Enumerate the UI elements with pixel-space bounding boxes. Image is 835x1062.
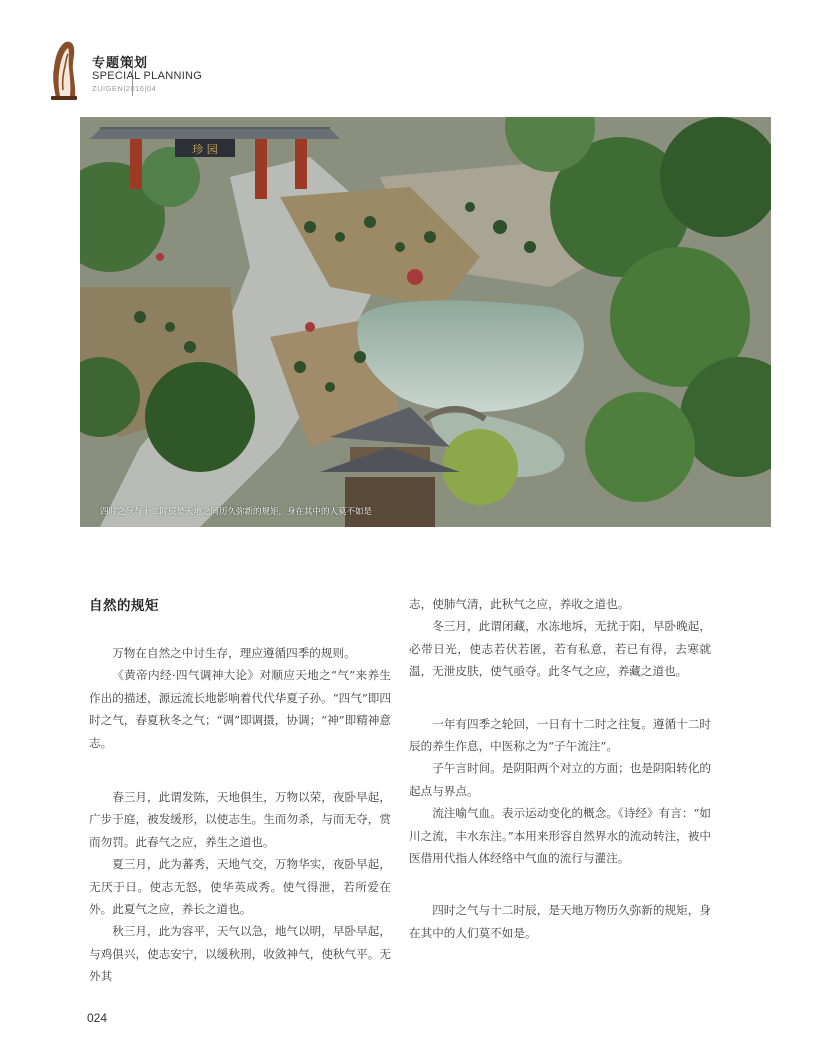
- garden-illustration: [80, 117, 771, 527]
- section-title-en: SPECIAL PLANNING: [92, 70, 203, 82]
- issue-code: ZUIGEN|2016|04: [92, 84, 157, 93]
- article-paragraph: 冬三月，此谓闭藏，水冻地坼，无扰于阳，早卧晚起，必带日光，使志若伏若匿，若有私意，若已有得，去寒就温，无泄皮肤，使气亟夺。此冬气之应，养藏之道也。: [409, 619, 711, 679]
- gate-plaque: 珍 园: [192, 143, 218, 156]
- page-number: 024: [87, 1011, 108, 1025]
- bonsai-garden-photo: [80, 117, 771, 527]
- section-title-cn: 专题策划: [92, 56, 149, 71]
- article-paragraph: 秋三月，此为容平，天气以急，地气以明，早卧早起，与鸡俱兴，使志安宁，以缓秋刑，收敛神气，使秋气平。无外其: [89, 924, 391, 984]
- article-paragraph: 流注喻气血。表示运动变化的概念。《诗经》有言：“如川之流，丰水东注。”本用来形容自然界水的流动转注，被中医借用代指人体经络中气血的流行与灌注。: [409, 806, 711, 866]
- photo-caption: 四时之气与十二时辰是天地之间历久弥新的规矩，身在其中的人莫不如是: [100, 507, 373, 517]
- article-paragraph: 一年有四季之轮回，一日有十二时之往复。遵循十二时辰的养生作息，中医称之为“子午流注”。: [409, 716, 711, 754]
- article-paragraph: 夏三月，此为蕃秀，天地气交，万物华实，夜卧早起，无厌于日。使志无怒，使华英成秀。使气得泄，若所爱在外。此夏气之应，养长之道也。: [89, 857, 391, 917]
- page-header: [48, 40, 348, 102]
- root-sculpture-logo-icon: [48, 40, 80, 100]
- article-paragraph: 四时之气与十二时辰，是天地万物历久弥新的规矩，身在其中的人们莫不如是。: [409, 903, 711, 940]
- article-paragraph: 春三月，此谓发陈，天地俱生，万物以荣，夜卧早起，广步于庭，被发缓形，以使志生。生而勿杀，与而无夺，赏而勿罚。此春气之应，养生之道也。: [89, 790, 391, 849]
- article-paragraph: 志，使肺气清，此秋气之应，养收之道也。: [409, 597, 630, 611]
- article-right-column: [409, 593, 711, 944]
- article-paragraph: 子午言时间。是阴阳两个对立的方面；也是阴阳转化的起点与界点。: [409, 761, 711, 798]
- article-left-column: [89, 596, 391, 988]
- article-paragraph: 《黄帝内经·四气调神大论》对顺应天地之“气”来养生作出的描述，源远流长地影响着代代华夏子孙。“四气”即四时之气，春夏秋冬之气；“调”即调摄，协调；“神”即精神意志。: [89, 668, 391, 750]
- article-title: 自然的规矩: [89, 598, 159, 614]
- article-paragraph: 万物在自然之中讨生存，理应遵循四季的规则。: [112, 646, 356, 660]
